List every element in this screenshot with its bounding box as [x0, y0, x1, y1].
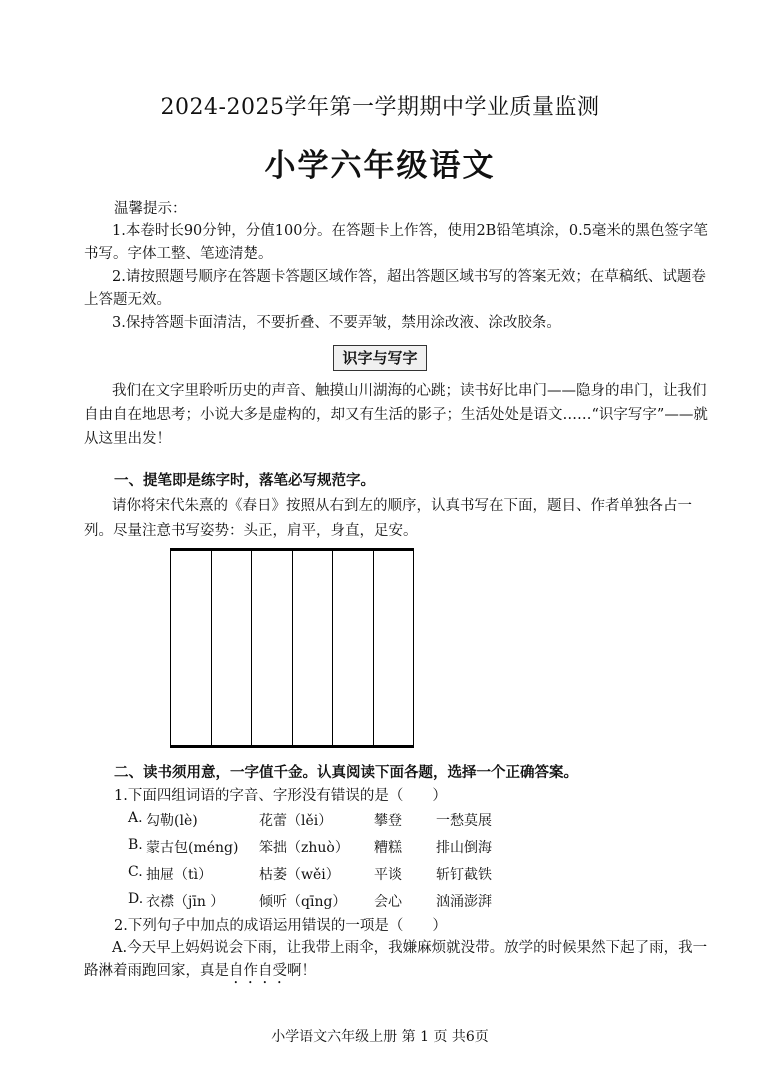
page-footer: 小学语文六年级上册 第 1 页 共6页: [271, 1029, 489, 1045]
option-word: 斩钉截铁: [436, 867, 492, 883]
tip-item-3: 3.保持答题卡面清洁，不要折叠、不要弄皱，禁用涂改液、涂改胶条。: [112, 315, 561, 331]
exam-title: 2024-2025学年第一学期期中学业质量监测: [160, 95, 600, 120]
option-word: 枯萎（wěi）: [259, 867, 340, 883]
q2-option-a-suffix: 啊！: [287, 963, 316, 979]
option-word: 笨拙（zhuò）: [259, 840, 349, 856]
option-word: 衣襟（jīn ）: [146, 894, 225, 910]
q2-option-a-prefix: A.今天早上妈妈说会下雨，让我带上雨伞，我嫌麻烦就没带。放学的时候果然下起了雨，我一路淋着雨跑回家，真是: [84, 940, 708, 979]
option-word: 倾听（qīng）: [259, 894, 347, 910]
option-letter: C.: [128, 864, 143, 880]
question-one-heading: 一、提笔即是练字时，落笔必写规范字。: [114, 473, 375, 489]
q2-stem: 2.下列句子中加点的成语运用错误的一项是（ ）: [114, 918, 447, 934]
tip-item-1: 1.本卷时长90分钟，分值100分。在答题卡上作答，使用2B铅笔填涂，0.5毫米的黑色签字笔书写。字体工整、笔迹清楚。: [84, 223, 708, 262]
option-word: 排山倒海: [436, 840, 492, 856]
option-letter: D.: [128, 891, 144, 907]
q1-stem: 1.下面四组词语的字音、字形没有错误的是（ ）: [114, 788, 447, 804]
section-banner: 识字与写字: [333, 345, 427, 371]
writing-column[interactable]: [374, 551, 414, 745]
option-letter: B.: [128, 837, 143, 853]
tips-heading: 温馨提示：: [114, 201, 187, 217]
option-word: 蒙古包(méng): [146, 840, 239, 856]
subject-title: 小学六年级语文: [264, 148, 496, 184]
option-word: 攀登: [374, 813, 402, 829]
option-word: 平谈: [374, 867, 402, 883]
option-word: 勾勒(lè): [146, 813, 198, 829]
writing-column[interactable]: [333, 551, 374, 745]
writing-column[interactable]: [171, 551, 212, 745]
tip-item-2: 2.请按照题号顺序在答题卡答题区域作答，超出答题区域书写的答案无效；在草稿纸、试题卷上答题无效。: [84, 269, 706, 308]
writing-grid[interactable]: [170, 548, 414, 748]
option-word: 汹涌澎湃: [436, 894, 492, 910]
writing-column[interactable]: [212, 551, 253, 745]
option-word: 会心: [374, 894, 402, 910]
option-word: 一愁莫展: [436, 813, 492, 829]
option-letter: A.: [128, 810, 143, 826]
writing-column[interactable]: [293, 551, 334, 745]
writing-column[interactable]: [252, 551, 293, 745]
intro-paragraph: 我们在文字里聆听历史的声音、触摸山川湖海的心跳；读书好比串门——隐身的串门，让我们自由自在地思考；小说大多是虚构的，却又有生活的影子；生活处处是语文……“识字写字”——就从这里出发！: [84, 383, 708, 447]
option-word: 糟糕: [374, 840, 402, 856]
question-two-heading: 二、读书须用意，一字值千金。认真阅读下面各题，选择一个正确答案。: [114, 765, 578, 781]
option-word: 花蕾（lěi）: [259, 813, 333, 829]
option-word: 抽屉（tì）: [146, 867, 213, 883]
q2-option-a-idiom: 自作自受: [229, 963, 287, 979]
q2-option-a: [84, 937, 710, 987]
question-one-instruction: 请你将宋代朱熹的《春日》按照从右到左的顺序，认真书写在下面，题目、作者单独各占一列。尽量注意书写姿势：头正，肩平，身直，足安。: [84, 498, 692, 539]
